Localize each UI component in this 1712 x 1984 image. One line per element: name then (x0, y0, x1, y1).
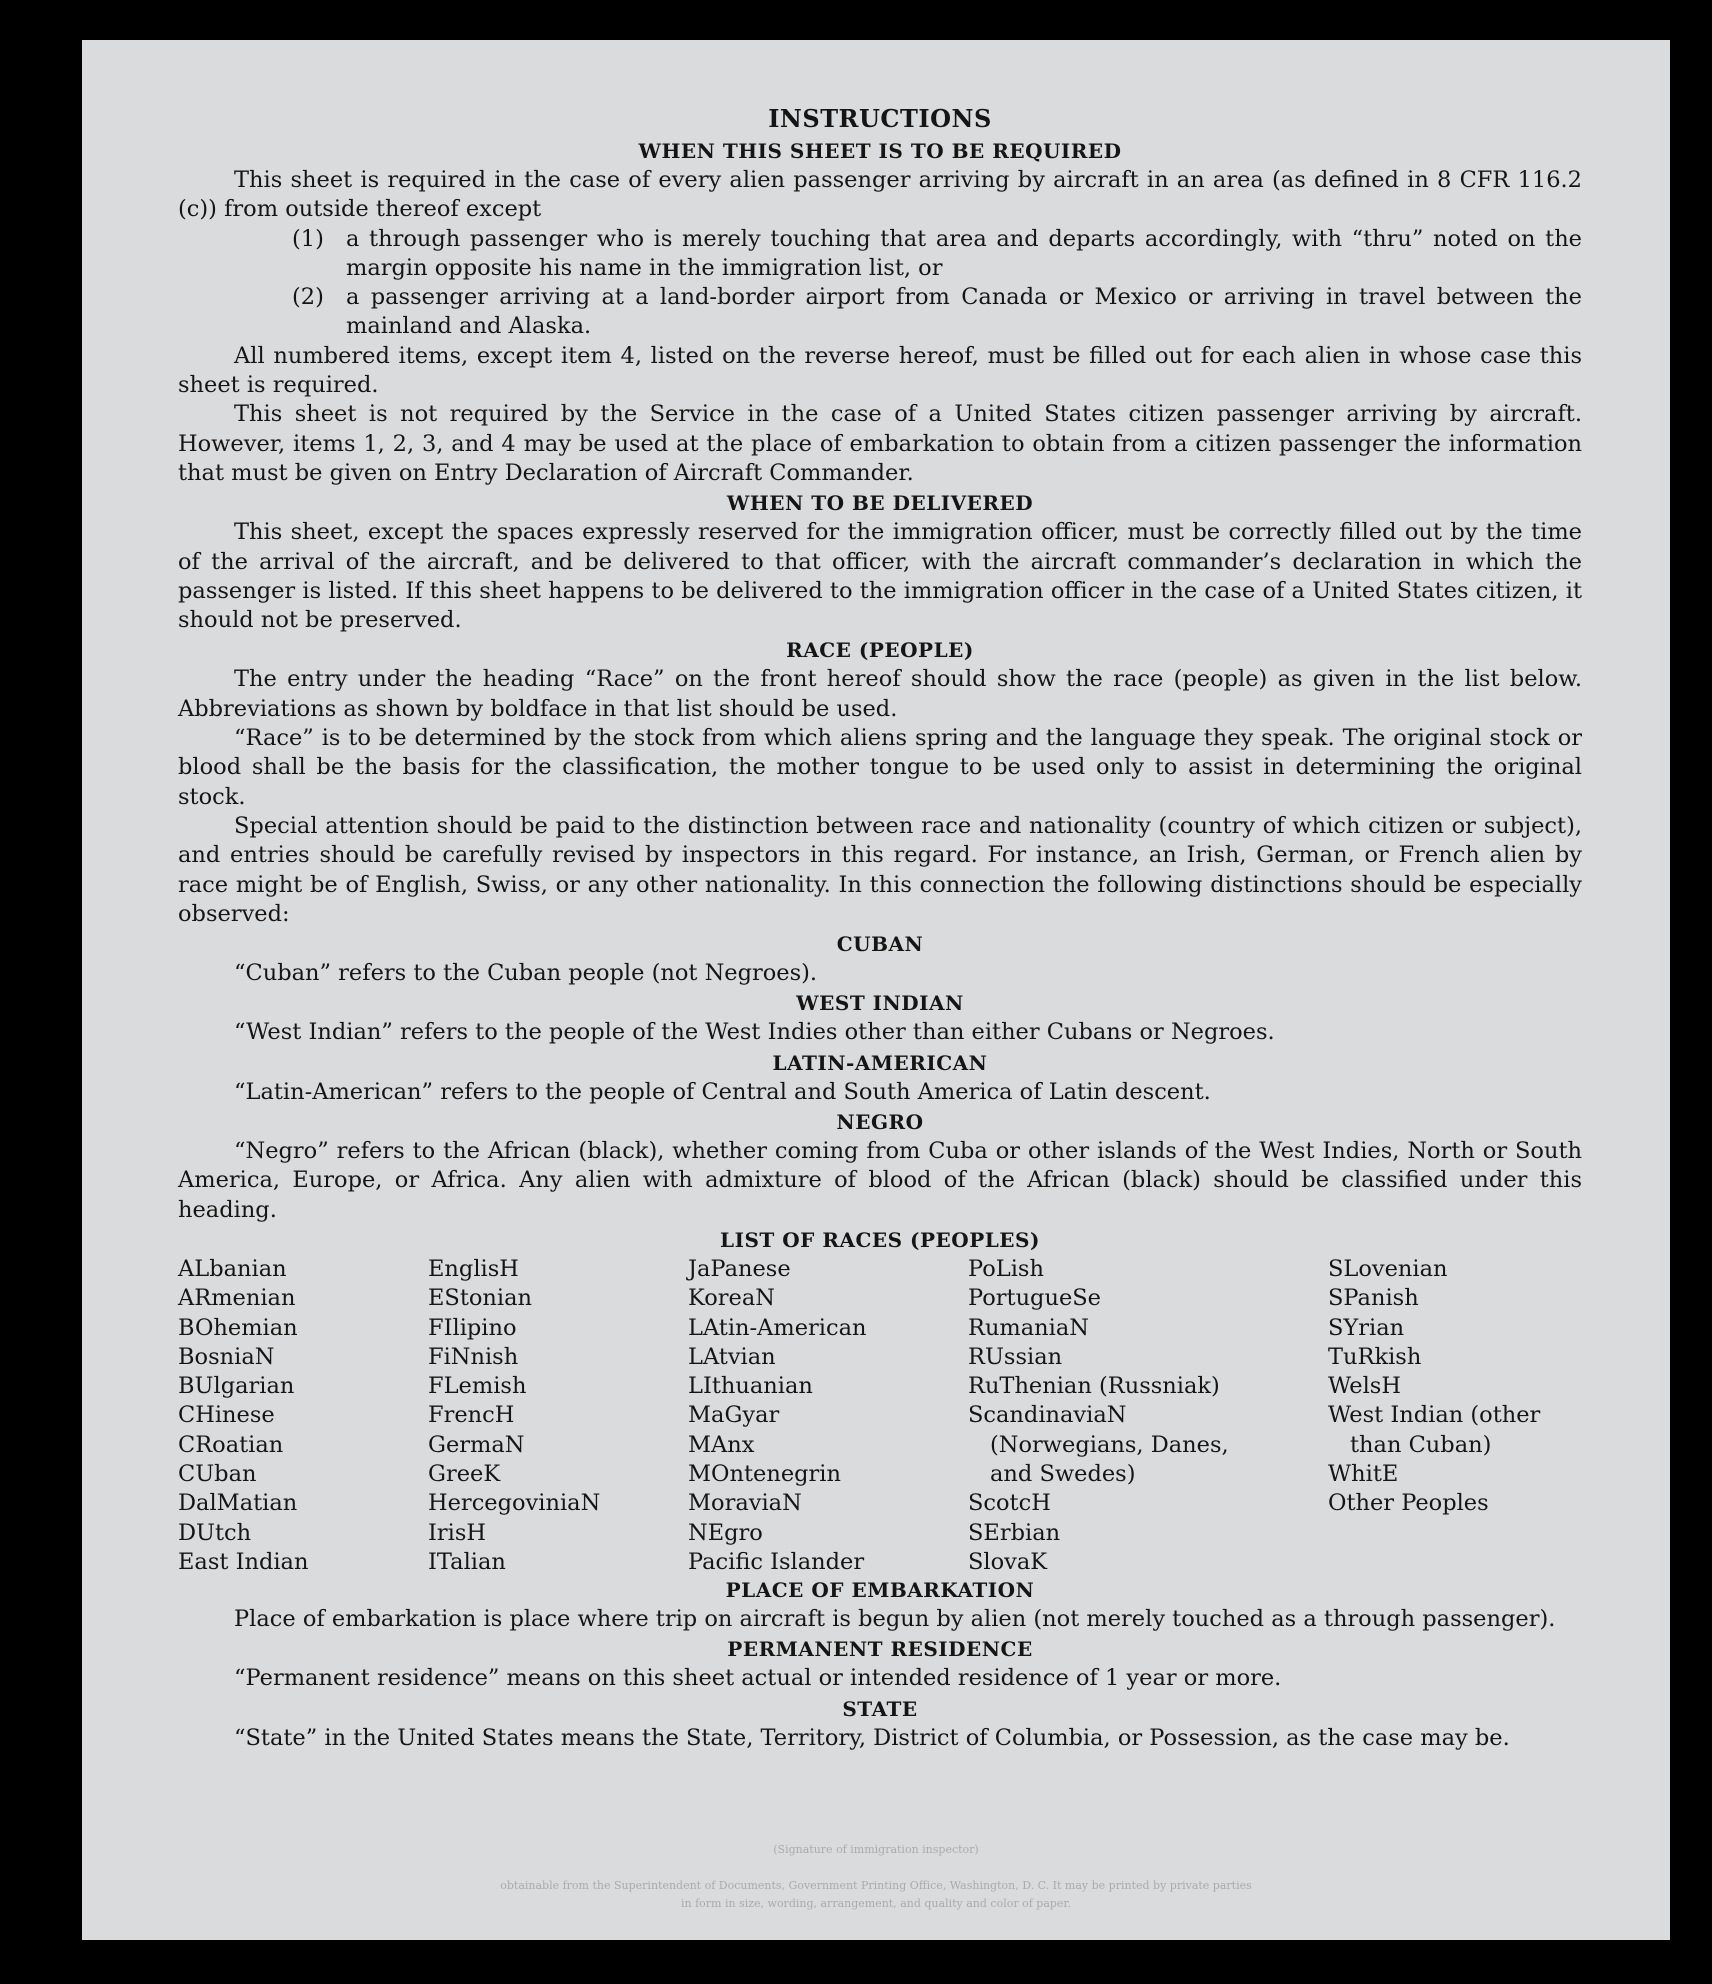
exception-item-1 (292, 225, 1582, 284)
paragraph-state: “State” in the United States means the State, Territory, District of Columbia, or Possession, as the case may be. (234, 1724, 1510, 1751)
section-heading-residence: PERMANENT RESIDENCE (727, 1637, 1033, 1662)
race-entry: LAtin-American (688, 1314, 867, 1341)
exception-item-2 (292, 283, 1582, 342)
race-entry: LIthuanian (688, 1373, 813, 1400)
race-entry: RuThenian (Russniak) (968, 1373, 1220, 1400)
race-column-2 (428, 1255, 600, 1577)
instructions-content (178, 102, 1582, 1753)
race-entry: NEgro (688, 1519, 763, 1546)
race-entry: Other Peoples (1328, 1490, 1489, 1517)
race-entry: LAtvian (688, 1343, 776, 1370)
exception-number: (1) (292, 225, 324, 252)
paragraph-cuban: “Cuban” refers to the Cuban people (not Negroes). (234, 960, 818, 987)
paragraph-required: This sheet is required in the case of every alien passenger arriving by aircraft in an area (as defined in 8 CFR 116.2 (c)) from outside thereof except (178, 167, 1582, 223)
race-entry: SLovenian (1328, 1255, 1448, 1282)
race-entry: MaGyar (688, 1402, 780, 1429)
race-entry: West Indian (other than Cuban) (1328, 1402, 1541, 1458)
race-entry: ALbanian (178, 1255, 287, 1282)
race-entry: BosniaN (178, 1343, 275, 1370)
race-entry: DUtch (178, 1519, 252, 1546)
race-entry: WelsH (1328, 1373, 1401, 1400)
race-entry: PortugueSe (968, 1285, 1102, 1312)
race-entry: SPanish (1328, 1285, 1419, 1312)
race-entry: ScandinaviaN (Norwegians, Danes, and Swedes) (968, 1402, 1229, 1487)
race-entry: RumaniaN (968, 1314, 1089, 1341)
section-heading-required: WHEN THIS SHEET IS TO BE REQUIRED (638, 139, 1122, 163)
section-heading-race: RACE (PEOPLE) (786, 638, 974, 663)
race-entry: BUlgarian (178, 1373, 295, 1400)
race-entry: GermaN (428, 1431, 525, 1458)
race-entry: HercegoviniaN (428, 1490, 601, 1517)
race-entry: East Indian (178, 1548, 309, 1575)
race-entry: EStonian (428, 1285, 533, 1312)
race-list (178, 1255, 1582, 1575)
race-entry: PoLish (968, 1255, 1044, 1282)
paragraph-latin-american: “Latin-American” refers to the people of Central and South America of Latin descent. (234, 1078, 1211, 1105)
race-entry: KoreaN (688, 1285, 775, 1312)
section-heading-embarkation: PLACE OF EMBARKATION (725, 1577, 1035, 1602)
paragraph-embarkation: Place of embarkation is place where trip on aircraft is begun by alien (not merely touched as a through passenger). (234, 1605, 1556, 1632)
race-entry: ITalian (428, 1548, 506, 1575)
race-column-4 (968, 1255, 1268, 1577)
race-entry: ScotcH (968, 1490, 1051, 1517)
race-entry: ARmenian (178, 1285, 296, 1312)
paragraph-race-entry: The entry under the heading “Race” on the front hereof should show the race (people) as given in the list below. Abbreviations as shown by boldface in that list should be used. (178, 666, 1582, 722)
paragraph-delivered: This sheet, except the spaces expressly reserved for the immigration officer, must be correctly filled out by the time of the arrival of the aircraft, and be delivered to that officer, with the aircraft commander’s declaration in which the passenger is listed. If this sheet happens to be delivered to the immigration officer in the case of a United States citizen, it should not be preserved. (178, 519, 1582, 634)
race-entry: SYrian (1328, 1314, 1405, 1341)
printing-note-line-2: in form in size, wording, arrangement, and quality and color of paper. (680, 1897, 1071, 1910)
exception-number: (2) (292, 284, 324, 311)
exception-text: a passenger arriving at a land-border airport from Canada or Mexico or arriving in travel between the mainland and Alaska. (346, 284, 1582, 340)
race-entry: MOntenegrin (688, 1460, 841, 1487)
paragraph-residence: “Permanent residence” means on this sheet actual or intended residence of 1 year or more. (234, 1665, 1282, 1692)
race-entry: MoraviaN (688, 1490, 802, 1517)
race-entry: TuRkish (1328, 1343, 1422, 1370)
race-column-5 (1328, 1255, 1582, 1519)
section-heading-list-of-races: LIST OF RACES (PEOPLES) (720, 1227, 1040, 1252)
paragraph-citizen: This sheet is not required by the Service in the case of a United States citizen passenger arriving by aircraft. However, items 1, 2, 3, and 4 may be used at the place of embarkation to obtain from a citizen passenger the information that must be given on Entry Declaration of Aircraft Commander. (178, 401, 1582, 486)
race-entry: FrencH (428, 1402, 515, 1429)
race-entry: CUban (178, 1460, 257, 1487)
race-column-1 (178, 1255, 308, 1577)
race-entry: CHinese (178, 1402, 275, 1429)
race-entry: BOhemian (178, 1314, 298, 1341)
section-heading-state: STATE (842, 1696, 918, 1721)
page-title: INSTRUCTIONS (768, 104, 992, 133)
race-entry: CRoatian (178, 1431, 284, 1458)
paragraph-race-nationality: Special attention should be paid to the distinction between race and nationality (country of which citizen or subject), and entries should be carefully revised by inspectors in this regard. For instance, an Irish, German, or French alien by race might be of English, Swiss, or any other nationality. In this connection the following distinctions should be especially observed: (178, 812, 1582, 927)
section-heading-latin-american: LATIN-AMERICAN (772, 1050, 988, 1075)
section-heading-negro: NEGRO (836, 1110, 924, 1135)
race-entry: WhitE (1328, 1460, 1399, 1487)
form-sheet (82, 40, 1670, 1940)
race-entry: EnglisH (428, 1255, 519, 1282)
race-entry: MAnx (688, 1431, 755, 1458)
race-entry: Pacific Islander (688, 1548, 865, 1575)
race-entry: FLemish (428, 1373, 527, 1400)
section-heading-delivered: WHEN TO BE DELIVERED (726, 491, 1034, 516)
race-entry: DalMatian (178, 1490, 298, 1517)
printing-note-line-1: obtainable from the Superintendent of Documents, Government Printing Office, Washington, D. C. It may be printed by private parties (500, 1879, 1252, 1892)
race-entry: GreeK (428, 1460, 501, 1487)
paragraph-numbered-items: All numbered items, except item 4, listed on the reverse hereof, must be filled out for each alien in whose case this sheet is required. (178, 342, 1582, 399)
signature-caption: (Signature of immigration inspector) (773, 1843, 979, 1856)
section-heading-west-indian: WEST INDIAN (796, 991, 964, 1016)
race-entry: RUssian (968, 1343, 1063, 1370)
paragraph-race-stock: “Race” is to be determined by the stock from which aliens spring and the language they speak. The original stock or blood shall be the basis for the classification, the mother tongue to be used only to assist in determining the original stock. (178, 725, 1582, 810)
paragraph-west-indian: “West Indian” refers to the people of the West Indies other than either Cubans or Negroes. (234, 1019, 1275, 1046)
exception-text: a through passenger who is merely touching that area and departs accordingly, with “thru” noted on the margin opposite his name in the immigration list, or (346, 225, 1582, 281)
race-entry: JaPanese (688, 1255, 791, 1282)
paragraph-negro: “Negro” refers to the African (black), whether coming from Cuba or other islands of the West Indies, North or South America, Europe, or Africa. Any alien with admixture of blood of the African (black) should be classified under this heading. (178, 1138, 1582, 1223)
race-column-3 (688, 1255, 866, 1577)
race-entry: SErbian (968, 1519, 1061, 1546)
race-entry: IrisH (428, 1519, 487, 1546)
race-entry: FIlipino (428, 1314, 517, 1341)
race-entry: FiNnish (428, 1343, 519, 1370)
section-heading-cuban: CUBAN (836, 932, 924, 957)
race-entry: SlovaK (968, 1548, 1048, 1575)
